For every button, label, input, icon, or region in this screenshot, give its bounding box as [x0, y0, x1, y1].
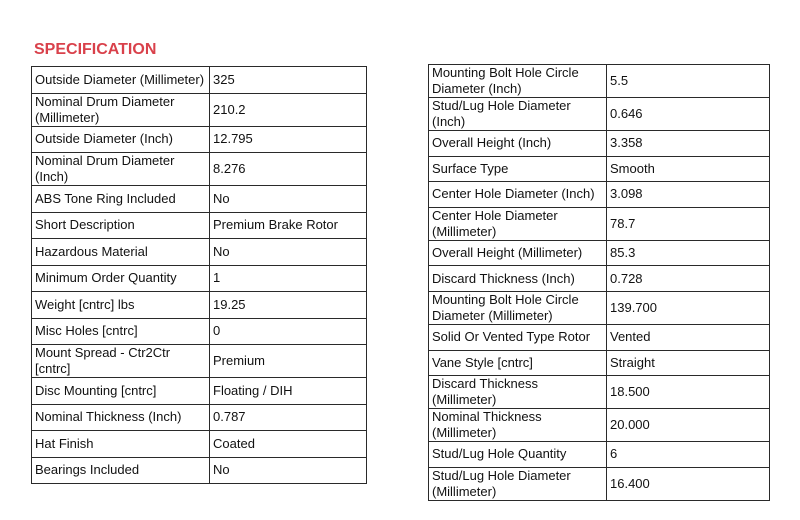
spec-value-cell: Floating / DIH — [210, 378, 367, 405]
spec-value-cell: 139.700 — [607, 291, 770, 324]
spec-label-cell: Overall Height (Inch) — [429, 131, 607, 157]
table-row — [32, 378, 367, 405]
table-row — [429, 131, 770, 157]
table-row — [429, 324, 770, 350]
spec-label-cell: Discard Thickness (Millimeter) — [429, 376, 607, 409]
spec-value-cell: 12.795 — [210, 126, 367, 153]
table-row — [429, 98, 770, 131]
table-row — [32, 186, 367, 213]
spec-label-cell: Mounting Bolt Hole Circle Diameter (Inch) — [429, 65, 607, 98]
spec-value-cell: No — [210, 239, 367, 266]
table-row — [32, 153, 367, 186]
spec-value-cell: 325 — [210, 67, 367, 94]
table-row — [429, 240, 770, 266]
spec-value-cell: 0.646 — [607, 98, 770, 131]
table-row — [32, 457, 367, 484]
table-row — [32, 265, 367, 292]
spec-label-cell: Weight [cntrc] lbs — [32, 292, 210, 319]
spec-value-cell: 16.400 — [607, 467, 770, 500]
spec-value-cell: No — [210, 457, 367, 484]
spec-label-cell: Solid Or Vented Type Rotor — [429, 324, 607, 350]
spec-value-cell: 0.787 — [210, 404, 367, 431]
spec-label-cell: Overall Height (Millimeter) — [429, 240, 607, 266]
spec-label-cell: Stud/Lug Hole Diameter (Millimeter) — [429, 467, 607, 500]
spec-label-cell: Nominal Thickness (Millimeter) — [429, 409, 607, 442]
spec-label-cell: Nominal Drum Diameter (Inch) — [32, 153, 210, 186]
table-row — [429, 266, 770, 292]
table-row — [32, 212, 367, 239]
table-row — [429, 291, 770, 324]
table-row — [32, 431, 367, 458]
spec-table-right-body — [429, 65, 770, 501]
spec-label-cell: Vane Style [cntrc] — [429, 350, 607, 376]
spec-table-left-body — [32, 67, 367, 484]
spec-label-cell: Hazardous Material — [32, 239, 210, 266]
spec-value-cell: 85.3 — [607, 240, 770, 266]
spec-value-cell: 78.7 — [607, 207, 770, 240]
table-row — [429, 156, 770, 182]
spec-value-cell: 8.276 — [210, 153, 367, 186]
spec-label-cell: Mounting Bolt Hole Circle Diameter (Millimeter) — [429, 291, 607, 324]
spec-value-cell: 6 — [607, 442, 770, 468]
spec-value-cell: 210.2 — [210, 93, 367, 126]
spec-value-cell: Premium Brake Rotor — [210, 212, 367, 239]
table-row — [32, 239, 367, 266]
spec-label-cell: Nominal Thickness (Inch) — [32, 404, 210, 431]
table-row — [32, 126, 367, 153]
spec-label-cell: Hat Finish — [32, 431, 210, 458]
table-row — [32, 345, 367, 378]
table-row — [429, 467, 770, 500]
spec-label-cell: Stud/Lug Hole Quantity — [429, 442, 607, 468]
table-row — [32, 93, 367, 126]
spec-value-cell: 20.000 — [607, 409, 770, 442]
spec-label-cell: Disc Mounting [cntrc] — [32, 378, 210, 405]
table-row — [32, 292, 367, 319]
spec-label-cell: Stud/Lug Hole Diameter (Inch) — [429, 98, 607, 131]
spec-label-cell: Center Hole Diameter (Inch) — [429, 182, 607, 208]
spec-label-cell: Outside Diameter (Millimeter) — [32, 67, 210, 94]
spec-label-cell: Surface Type — [429, 156, 607, 182]
table-row — [32, 67, 367, 94]
spec-label-cell: Center Hole Diameter (Millimeter) — [429, 207, 607, 240]
spec-value-cell: 19.25 — [210, 292, 367, 319]
spec-value-cell: No — [210, 186, 367, 213]
spec-value-cell: 1 — [210, 265, 367, 292]
spec-value-cell: 0 — [210, 318, 367, 345]
spec-label-cell: Nominal Drum Diameter (Millimeter) — [32, 93, 210, 126]
table-row — [429, 182, 770, 208]
spec-label-cell: Mount Spread - Ctr2Ctr [cntrc] — [32, 345, 210, 378]
table-row — [429, 376, 770, 409]
spec-value-cell: Smooth — [607, 156, 770, 182]
spec-table-left — [31, 66, 367, 484]
spec-value-cell: 3.358 — [607, 131, 770, 157]
table-row — [429, 350, 770, 376]
spec-label-cell: Bearings Included — [32, 457, 210, 484]
spec-table-right — [428, 64, 770, 501]
spec-value-cell: 5.5 — [607, 65, 770, 98]
spec-label-cell: Discard Thickness (Inch) — [429, 266, 607, 292]
table-row — [32, 404, 367, 431]
table-row — [429, 409, 770, 442]
spec-label-cell: Minimum Order Quantity — [32, 265, 210, 292]
table-row — [32, 318, 367, 345]
spec-value-cell: Straight — [607, 350, 770, 376]
spec-value-cell: 0.728 — [607, 266, 770, 292]
table-row — [429, 207, 770, 240]
spec-value-cell: Premium — [210, 345, 367, 378]
spec-label-cell: Misc Holes [cntrc] — [32, 318, 210, 345]
spec-label-cell: Short Description — [32, 212, 210, 239]
spec-value-cell: 18.500 — [607, 376, 770, 409]
spec-value-cell: Vented — [607, 324, 770, 350]
table-row — [429, 65, 770, 98]
spec-label-cell: ABS Tone Ring Included — [32, 186, 210, 213]
spec-value-cell: Coated — [210, 431, 367, 458]
spec-label-cell: Outside Diameter (Inch) — [32, 126, 210, 153]
table-row — [429, 442, 770, 468]
spec-value-cell: 3.098 — [607, 182, 770, 208]
page-title: SPECIFICATION — [34, 41, 157, 58]
